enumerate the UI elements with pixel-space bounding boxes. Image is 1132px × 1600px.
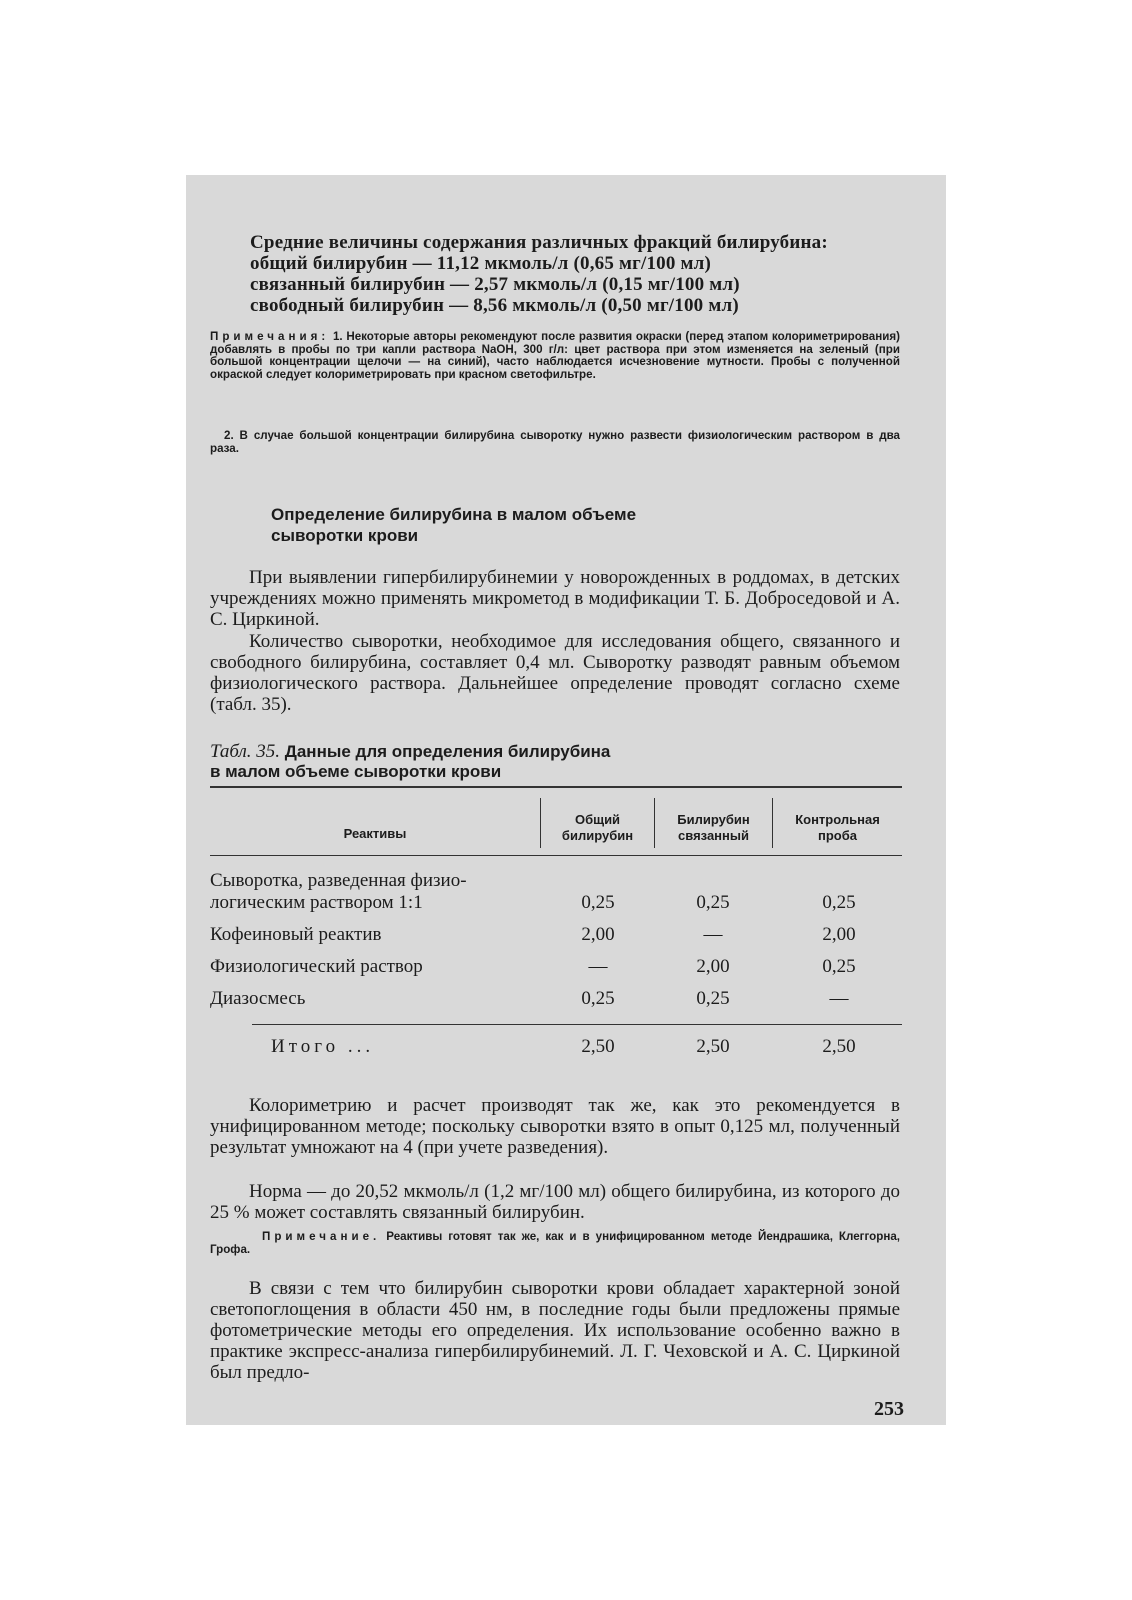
table-row-2-name: Кофеиновый реактив [210, 924, 382, 945]
paragraph-5: В связи с тем что билирубин сыворотки крови обладает характерной зоной светопоглощения в области 450 нм, в последние годы были предложены прямые фотометрические методы его определения. Их использование особенно важно в практике экспресс-анализа гипербилирубинемий. Л. Г. Чеховской и А. С. Циркиной был предло- [210, 1278, 900, 1383]
table-total-control: 2,50 [822, 1036, 856, 1057]
table-row-2-total: 2,00 [581, 924, 615, 945]
table-row-3-name: Физиологический раствор [210, 956, 423, 977]
notes-item-1 [210, 331, 900, 381]
table-row-4-name: Диазосмесь [210, 988, 306, 1009]
table-row-4-total: 0,25 [581, 988, 615, 1009]
notes-item-1-text: 1. Некоторые авторы рекомендуют после развития окраски (перед этапом колориметрирования) добавлять в пробы по три капли раствора NaOH, 300 г/л: цвет раствора при этом изменяется на зеленый (при большой концентрации щелочи — на синий), часто наблюдается исчезновение мутности. Пробы с полученной окраской следует колориметрировать при красном светофильтре. [210, 330, 900, 381]
table-row-2-control: 2,00 [822, 924, 856, 945]
table-caption-line-1: Данные для определения билирубина [284, 742, 611, 761]
header-total-line-1: Общий [574, 812, 621, 827]
average-values-title: Средние величины содержания различных фракций билирубина: [250, 232, 828, 253]
table-total-bound: 2,50 [696, 1036, 730, 1057]
average-values-block [250, 232, 930, 316]
notes-item-2-text: 2. В случае большой концентрации билирубина сыворотку нужно развести физиологическим раствором в два раза. [210, 429, 900, 455]
table-header-rule [210, 855, 902, 856]
section-heading-line-1: Определение билирубина в малом объеме [271, 505, 637, 524]
table-row-1-total: 0,25 [581, 892, 615, 913]
table-caption-number: Табл. 35. [210, 741, 280, 762]
table-caption-line-2: в малом объеме сыворотки крови [210, 762, 502, 781]
note-after-table-text: Реактивы готовят так же, как и в унифицированном методе Йендрашика, Клеггорна, Грофа. [210, 1230, 900, 1256]
header-control-line-2: проба [818, 828, 857, 843]
table-row-4-control: — [829, 988, 849, 1009]
header-total-line-2: билирубин [561, 828, 634, 843]
header-total [541, 812, 654, 844]
average-free: свободный билирубин — 8,56 мкмоль/л (0,50 мг/100 мл) [250, 295, 739, 316]
header-bound-line-2: связанный [678, 828, 749, 843]
table-row-1-bound: 0,25 [696, 892, 730, 913]
table-total-label: Итого ... [271, 1036, 375, 1057]
paragraph-4: Норма — до 20,52 мкмоль/л (1,2 мг/100 мл) общего билирубина, из которого до 25 % может составлять связанный билирубин. [210, 1181, 900, 1223]
table-row-1-name-line-2: логическим раствором 1:1 [210, 892, 423, 913]
table-caption [210, 742, 770, 782]
table-row-1-control: 0,25 [822, 892, 856, 913]
table-total-rule [252, 1024, 902, 1025]
table-row-1-name-line-1: Сыворотка, разведенная физио- [210, 870, 467, 891]
average-total: общий билирубин — 11,12 мкмоль/л (0,65 мг/100 мл) [250, 253, 712, 274]
notes-label: Примечания: [210, 330, 330, 343]
table-total-total: 2,50 [581, 1036, 615, 1057]
table-top-rule [210, 786, 902, 788]
table-row-2-bound: — [703, 924, 723, 945]
paragraph-3: Колориметрию и расчет производят так же, как это рекомендуется в унифицированном методе; поскольку сыворотки взято в опыт 0,125 мл, полученный результат умножают на 4 (при учете разведения). [210, 1095, 900, 1158]
header-control [773, 812, 902, 844]
average-bound: связанный билирубин — 2,57 мкмоль/л (0,15 мг/100 мл) [250, 274, 740, 295]
table-row-4-bound: 0,25 [696, 988, 730, 1009]
page-number: 253 [874, 1398, 904, 1420]
paragraph-2: Количество сыворотки, необходимое для исследования общего, связанного и свободного билирубина, составляет 0,4 мл. Сыворотку разводят равным объемом физиологического раствора. Дальнейшее определение проводят согласно схеме (табл. 35). [210, 631, 900, 715]
paragraph-1: При выявлении гипербилирубинемии у новорожденных в роддомах, в детских учреждениях можно применять микрометод в модификации Т. Б. Доброседовой и А. С. Циркиной. [210, 567, 900, 630]
section-heading [271, 504, 771, 546]
table-row-3-bound: 2,00 [696, 956, 730, 977]
header-reagents: Реактивы [343, 826, 407, 841]
notes-item-2 [210, 430, 900, 455]
section-heading-line-2: сыворотки крови [271, 526, 419, 545]
header-bound [655, 812, 772, 844]
table-row-3-total: — [588, 956, 608, 977]
header-control-line-1: Контрольная [795, 812, 880, 827]
note-after-table-label: Примечание. [262, 1230, 381, 1243]
table-row-3-control: 0,25 [822, 956, 856, 977]
header-bound-line-1: Билирубин [677, 812, 750, 827]
note-after-table [210, 1231, 900, 1256]
